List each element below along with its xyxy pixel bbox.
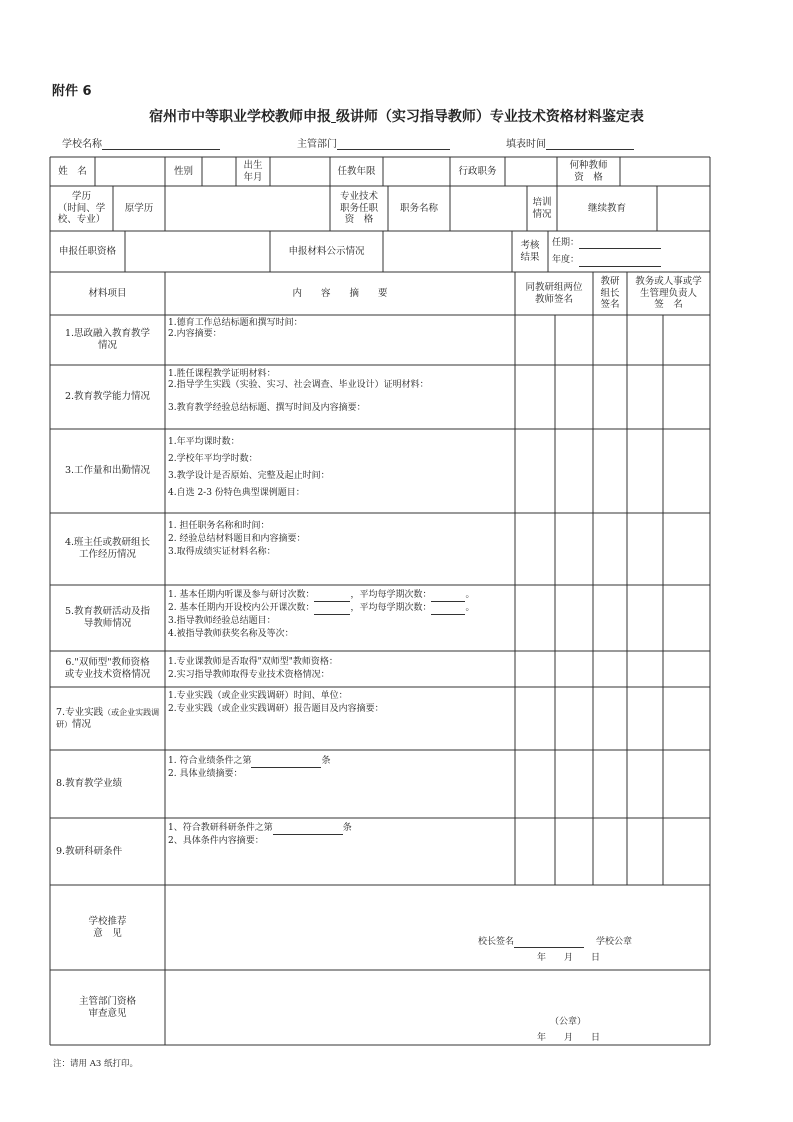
row9-tiao: 条 (342, 823, 352, 833)
row5-avg2-label: 平均每学期次数： (359, 603, 432, 614)
col-summary: 内 容 摘 要 (292, 287, 388, 299)
row7-label-small: （或企业实践调研） (56, 707, 160, 729)
principal-sign-label: 校长签名 (478, 937, 515, 947)
row5-line1: 1. 基本任期内听课及参与研讨次数： (168, 590, 315, 600)
row7-label-main: 7.专业实践 (56, 706, 104, 718)
row7-line1: 1.专业实践（或企业实践调研）时间、单位： (168, 691, 348, 701)
row6-label: 6."双师型"教师资格 或专业技术资格情况 (64, 657, 151, 680)
row8-content[interactable] (168, 755, 330, 781)
dept-rev-label: 主管部门资格 审查意见 (78, 995, 136, 1019)
name-label: 姓 名 (58, 165, 87, 177)
row8-line2: 2. 具体业绩摘要： (168, 769, 243, 780)
row3-line1: 1.年平均课时数： (168, 437, 240, 447)
row9-label: 9.教研科研条件 (56, 845, 123, 857)
orig-edu-label: 原学历 (124, 202, 154, 214)
col-leader: 教研 组长 签名 (600, 275, 620, 311)
row9-line2: 2、具体条件内容摘要： (168, 836, 264, 847)
gender-label: 性别 (173, 165, 193, 177)
row6-line2: 2.实习指导教师取得专业技术资格情况： (168, 670, 330, 681)
row7-line2: 2.专业实践（或企业实践调研）报告题目及内容摘要： (168, 704, 384, 715)
row5-avg1-label: 平均每学期次数： (359, 590, 432, 600)
row6-line1: 1.专业课教师是否取得"双师型"教师资格： (168, 657, 338, 667)
dept-label: 主管部门 (297, 139, 337, 150)
education-label: 学历 （时间、学 校、专业） (57, 190, 106, 226)
footnote: 注：请用 A3 纸打印。 (53, 1059, 138, 1069)
row4-content[interactable] (168, 520, 305, 559)
teacher-cert-label: 何种教师 资 格 (569, 159, 608, 183)
row5-avg2-input[interactable] (431, 605, 465, 615)
dept-seal-label: （公章） (550, 1017, 587, 1027)
row5-content[interactable]: 1. 基本任期内听课及参与研讨次数： ，平均每学期次数： 。 2. 基本任期内开设校内公开课次数： ，平均每学期次数： 。 3.指导教师经验总结题目： 4.被指导教师获奖名称及等次： (168, 589, 475, 641)
row9-content[interactable] (168, 822, 352, 848)
training-label: 培训 情况 (532, 196, 552, 220)
term-label: 任期： (552, 238, 580, 248)
row1-line2: 2.内容摘要： (168, 329, 222, 340)
row3-line4: 4.自选 2-3 份特色典型课例题目： (168, 488, 305, 499)
cont-edu-label: 继续教育 (587, 202, 626, 214)
annex-label: 附件 6 (52, 84, 92, 99)
row7-content[interactable] (168, 690, 384, 716)
year-label: 年度： (552, 255, 580, 266)
row1-content[interactable] (168, 318, 303, 341)
school-rec-label: 学校推荐 意 见 (88, 915, 127, 939)
name-cell[interactable] (95, 157, 165, 186)
school-seal-label: 学校公章 (596, 937, 633, 947)
row5-listen-input[interactable] (314, 592, 350, 602)
col-peer: 同教研组两位 教师签名 (525, 281, 583, 305)
post-label: 行政职务 (458, 165, 497, 177)
row7-label-tail: 情况 (72, 718, 92, 730)
row4-line3: 3.取得成绩实证材料名称： (168, 547, 276, 558)
row2-spacer (168, 392, 429, 403)
row5-label: 5.教育教研活动及指 导教师情况 (64, 606, 151, 629)
row4-line1: 1. 担任职务名称和时间： (168, 521, 270, 531)
assessment-label: 考核 结果 (520, 239, 540, 263)
post-name-label: 职务名称 (399, 202, 438, 214)
dept-rev-date[interactable]: 年 月 日 (537, 1033, 601, 1043)
row1-line1: 1.德育工作总结标题和撰写时间： (168, 318, 303, 328)
row1-label: 1.思政融入教育教学 情况 (64, 328, 151, 351)
row2-label: 2.教育教学能力情况 (64, 391, 151, 403)
row9-line1: 1、符合教研科研条件之第 (168, 823, 273, 833)
row2-line1: 1.胜任课程教学证明材料： (168, 369, 276, 379)
row5-avg1-input[interactable] (431, 592, 465, 602)
tech-qual-label: 专业技术 职务任职 资 格 (339, 190, 378, 226)
title-part1: 宿州市中等职业学校教师申报 (149, 109, 332, 125)
row2-line2: 2.指导学生实践（实验、实习、社会调查、毕业设计）证明材料： (168, 380, 429, 391)
row3-label: 3.工作量和出勤情况 (64, 465, 151, 477)
title-part2: 级讲师（实习指导教师）专业技术资格材料鉴定表 (335, 109, 644, 125)
term-input[interactable] (579, 239, 661, 249)
birth-label: 出生 年月 (243, 159, 263, 183)
assessment-fields (552, 238, 661, 267)
school-rec-sign[interactable] (478, 937, 632, 948)
row4-line2: 2. 经验总结材料题目和内容摘要： (168, 534, 306, 545)
col-dean: 教务或人事或学 生管理负责人 签 名 (635, 275, 702, 311)
principal-sign-input[interactable] (514, 938, 584, 948)
date-label: 填表时间 (506, 139, 546, 150)
years-label: 任教年限 (337, 165, 376, 177)
col-item: 材料项目 (88, 287, 127, 299)
row3-line2: 2.学校年平均学时数： (168, 454, 258, 465)
publicity-label: 申报材料公示情况 (288, 245, 365, 257)
current-qual-label: 申报任职资格 (58, 245, 116, 257)
row8-tiao: 条 (321, 756, 331, 766)
row2-line3: 3.教育教学经验总结标题、撰写时间及内容摘要： (168, 402, 366, 413)
row8-line1: 1. 符合业绩条件之第 (168, 756, 252, 766)
row5-line4: 4.被指导教师获奖名称及等次： (168, 629, 294, 640)
row8-label: 8.教育教学业绩 (56, 778, 123, 790)
row3-line3: 3.教学设计是否原始、完整及起止时间： (168, 471, 330, 482)
row8-number-input[interactable] (251, 758, 321, 768)
row5-open-input[interactable] (314, 605, 350, 615)
row3-content[interactable] (168, 434, 330, 502)
row5-line3: 3.指导教师经验总结题目： (168, 616, 276, 627)
row7-label (56, 687, 163, 750)
row9-number-input[interactable] (273, 825, 343, 835)
school-label: 学校名称 (62, 139, 102, 150)
row5-line2: 2. 基本任期内开设校内公开课次数： (168, 603, 315, 614)
row6-content[interactable] (168, 656, 338, 682)
row4-label: 4.班主任或教研组长 工作经历情况 (64, 537, 151, 560)
row2-content[interactable] (168, 369, 429, 414)
year-input[interactable] (579, 257, 661, 267)
school-rec-date[interactable]: 年 月 日 (537, 953, 601, 963)
